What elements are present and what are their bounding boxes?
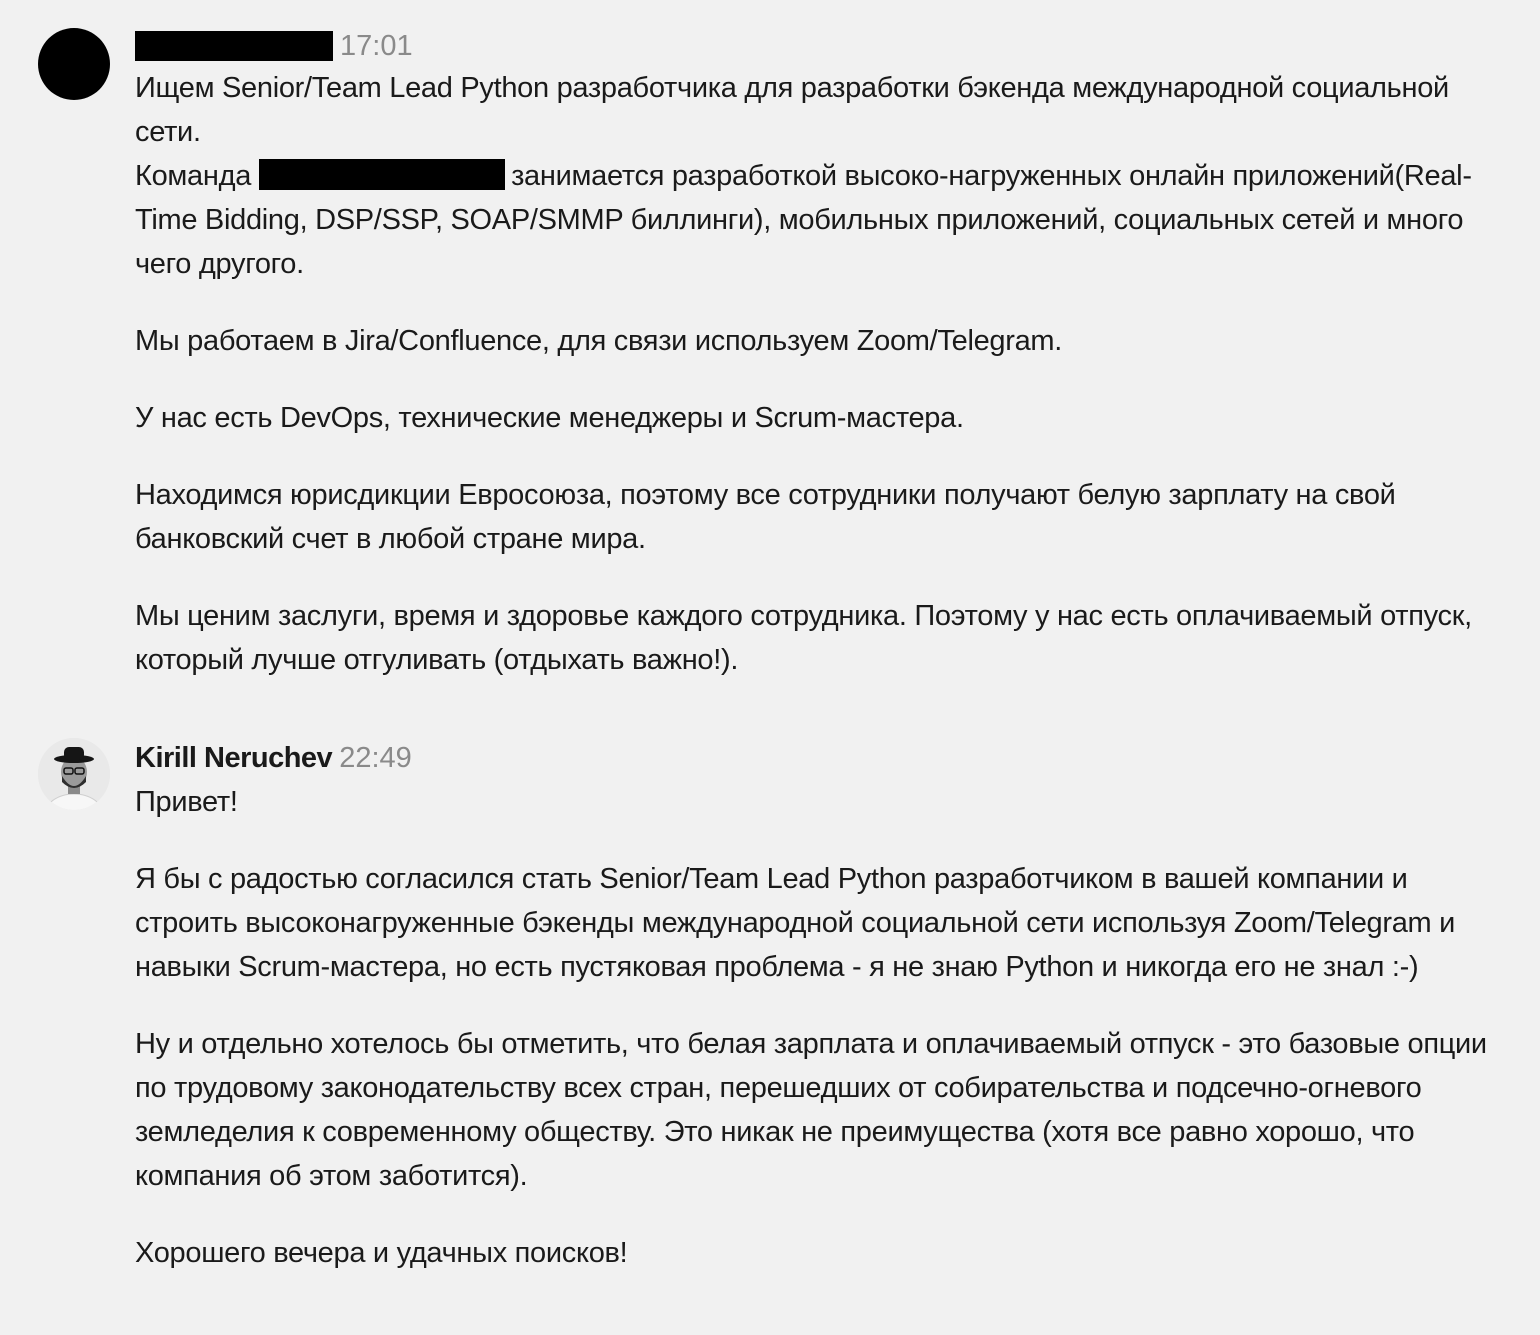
avatar-redacted[interactable]: [38, 28, 110, 100]
message-timestamp[interactable]: 22:49: [339, 741, 412, 774]
user-avatar[interactable]: [38, 738, 110, 810]
paragraph-text: занимается разработкой высоко-нагруженных онлайн приложений(Real-Time Bidding, DSP/SSP, SOAP/SMMP биллинги), мобильных приложений, социальных сетей и много чего другого.: [135, 160, 1472, 280]
message-paragraph: Ищем Senior/Team Lead Python разработчика для разработки бэкенда международной социальной сети.: [135, 72, 1449, 148]
message-paragraph: Хорошего вечера и удачных поисков!: [135, 1237, 628, 1269]
message-paragraph: Привет!: [135, 786, 238, 818]
message-content: [135, 28, 1505, 682]
redacted-company-name: [259, 159, 505, 190]
message-paragraph: [135, 154, 1505, 286]
message-content: [135, 740, 1505, 1275]
person-icon: [38, 738, 110, 810]
message-meta: [135, 740, 1505, 776]
message-paragraph: Мы ценим заслуги, время и здоровье каждого сотрудника. Поэтому у нас есть оплачиваемый отпуск, который лучше отгуливать (отдыхать важно!).: [135, 600, 1472, 676]
paragraph-text: Команда: [135, 160, 252, 192]
message-meta: [135, 28, 1505, 64]
author-name[interactable]: Kirill Neruchev: [135, 741, 333, 774]
message-timestamp[interactable]: 17:01: [340, 29, 413, 62]
message-paragraph: Мы работаем в Jira/Confluence, для связи используем Zoom/Telegram.: [135, 325, 1063, 357]
message-paragraph: Я бы с радостью согласился стать Senior/Team Lead Python разработчиком в вашей компании и строить высоконагруженные бэкенды международной социальной сети используя Zoom/Telegram и навыки Scrum-мастера, но есть пустяковая проблема - я не знаю Python и никогда его не знал :-): [135, 863, 1456, 983]
message-paragraph: Ну и отдельно хотелось бы отметить, что белая зарплата и оплачиваемый отпуск - это базовые опции по трудовому законодательству всех стран, перешедших от собирательства и подсечно-огневого земледелия к современному обществу. Это никак не преимущества (хотя все равно хорошо, что компания об этом заботится).: [135, 1028, 1487, 1192]
message-paragraph: У нас есть DevOps, технические менеджеры и Scrum-мастера.: [135, 402, 964, 434]
author-name-redacted[interactable]: [135, 31, 333, 61]
message-paragraph: Находимся юрисдикции Евросоюза, поэтому все сотрудники получают белую зарплату на свой банковский счет в любой стране мира.: [135, 479, 1396, 555]
